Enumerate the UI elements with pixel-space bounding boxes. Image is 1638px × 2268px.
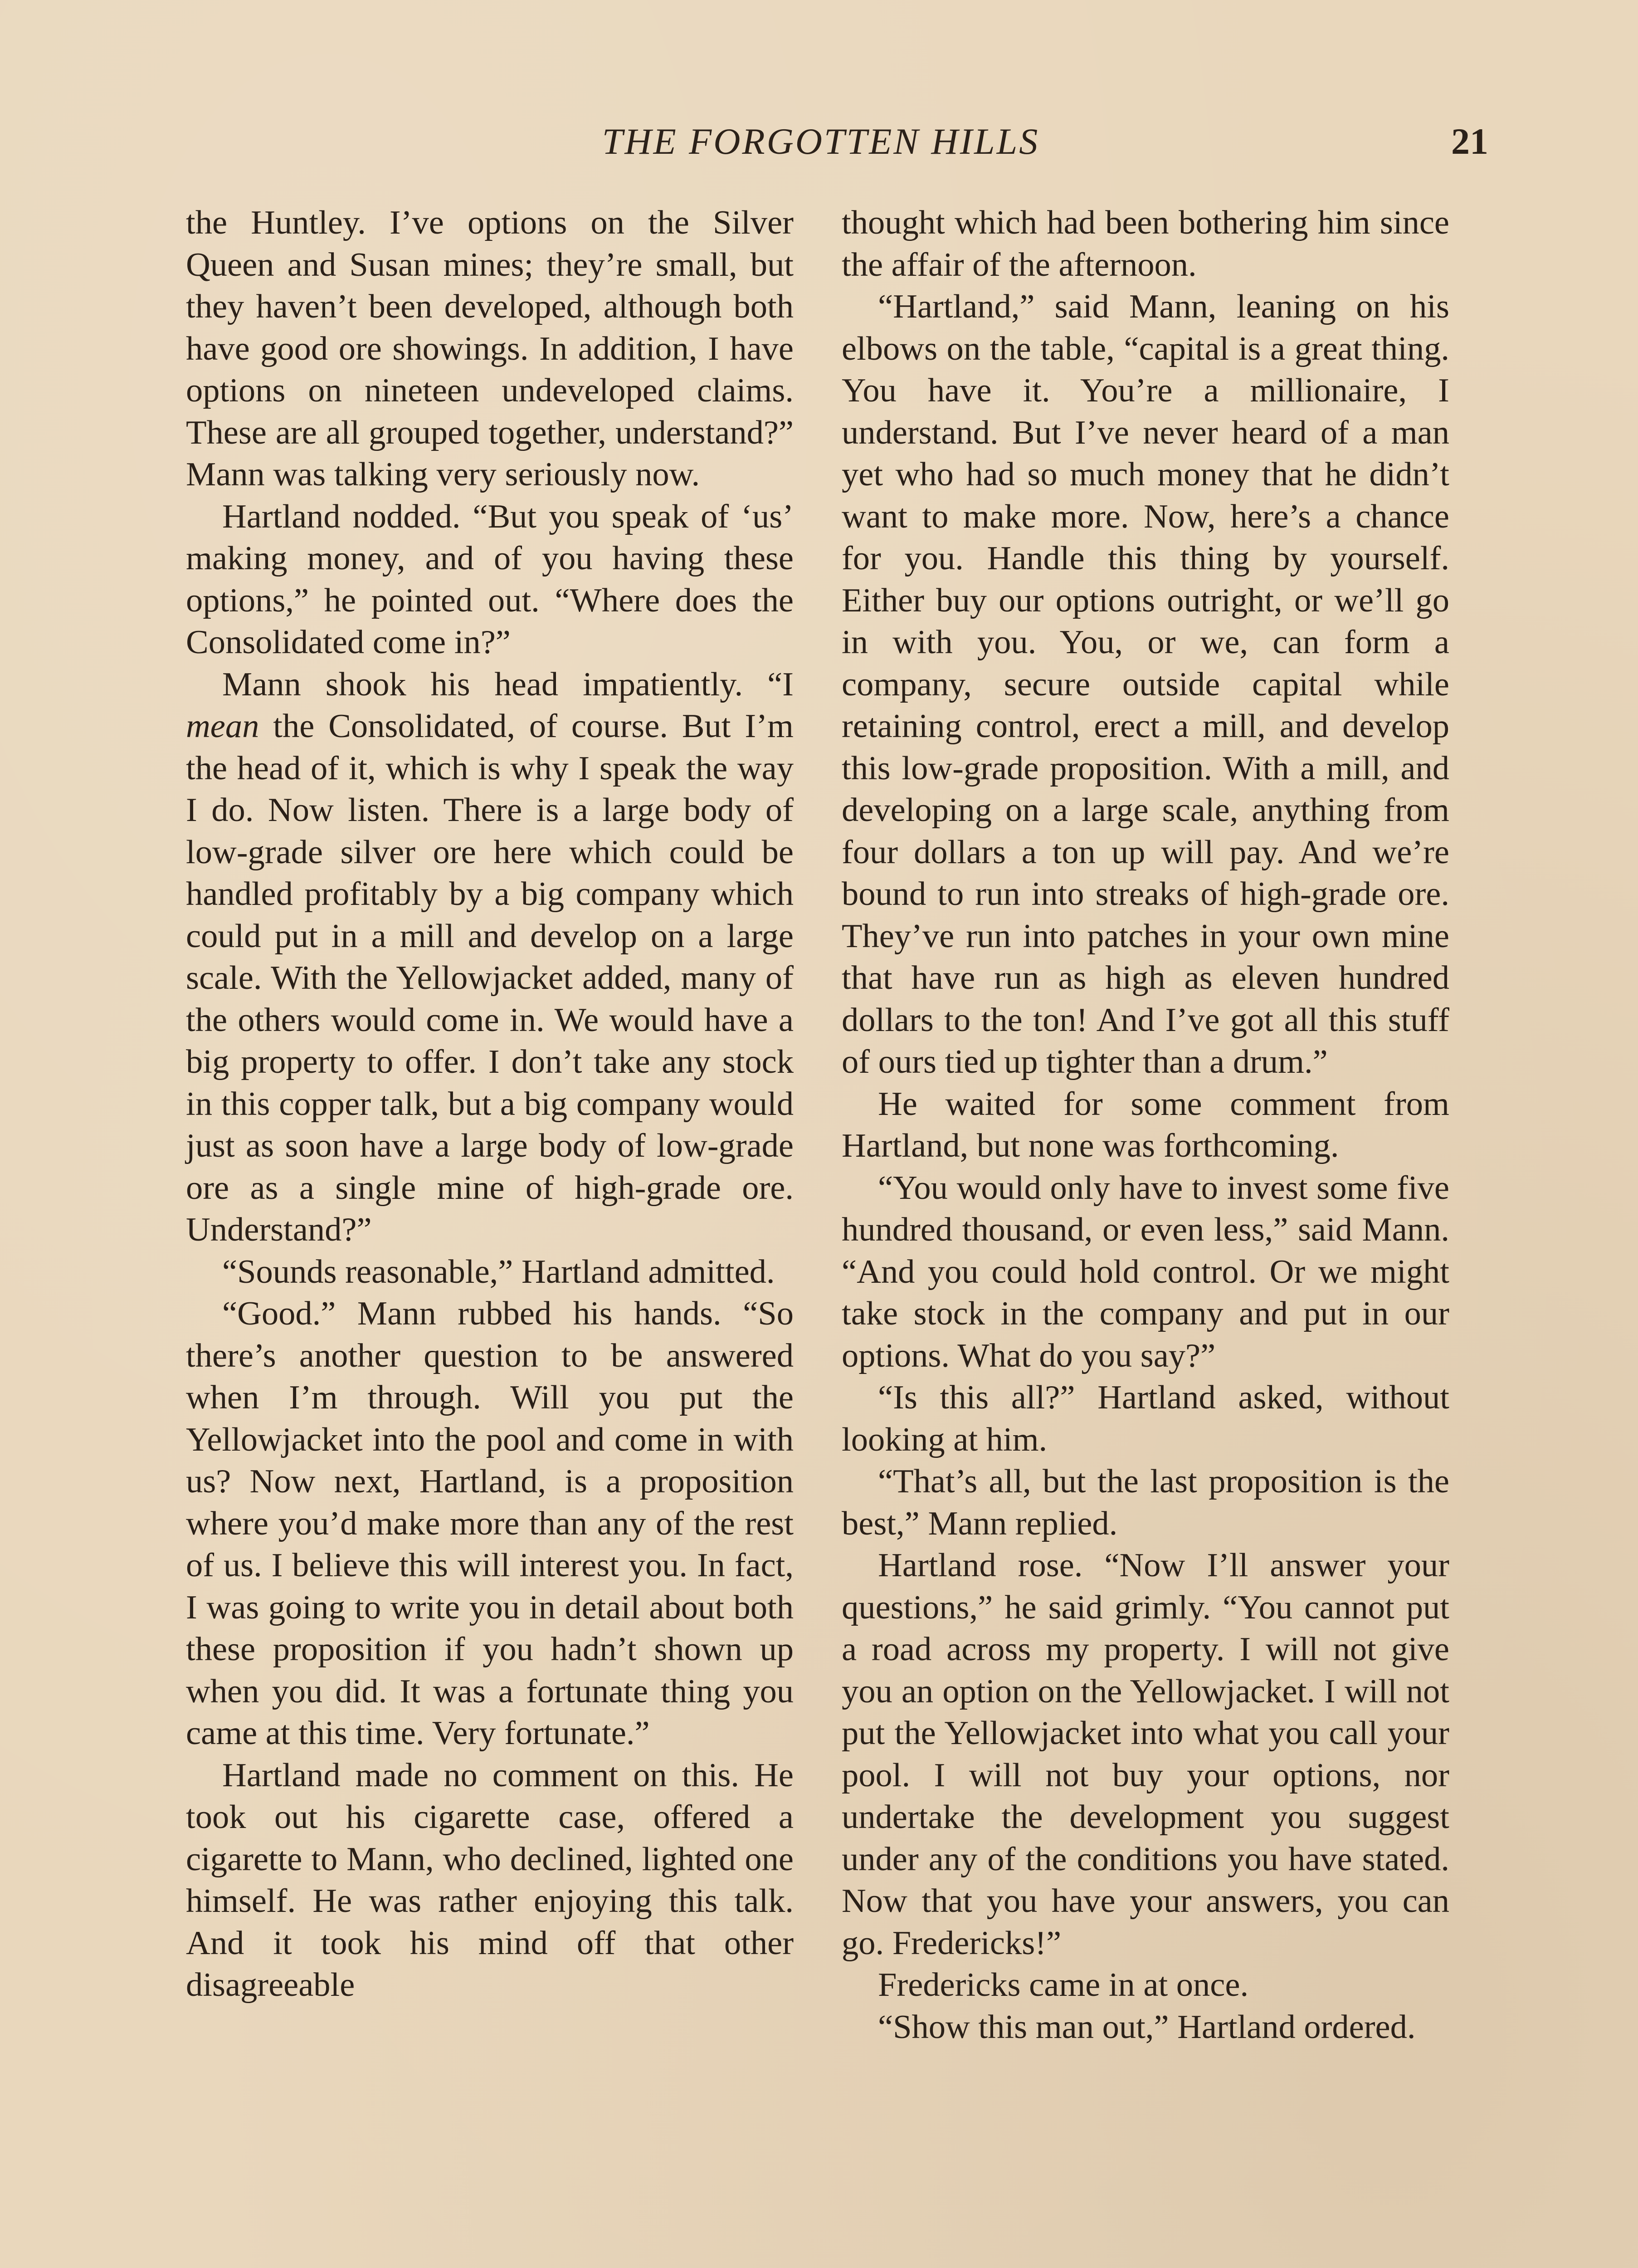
paragraph-text: Mann shook his head impatiently. “I bbox=[222, 665, 794, 703]
paragraph: “Hartland,” said Mann, leaning on his elbows on the table, “capital is a great thing. You have it. You’re a millionaire, I understand. But I’ve never heard of a man yet who had so much money that he didn’t want to make more. Now, here’s a chance for you. Handle this thing by yourself. Either buy our options outright, or we’ll go in with you. You, or we, can form a company, secure outside capital while retaining control, erect a mill, and develop this low-grade proposition. With a mill, and developing on a large scale, anything from four dollars a ton up will pay. And we’re bound to run into streaks of high-grade ore. They’ve run into patches in your own mine that have run as high as eleven hundred dollars to the ton! And I’ve got all this stuff of ours tied up tighter than a drum.” bbox=[842, 288, 1449, 1080]
paragraph bbox=[186, 664, 794, 1251]
paragraph: Hartland rose. “Now I’ll answer your questions,” he said grimly. “You cannot put a road across my property. I will not give you an option on the Yellowjacket. I will not put the Yellowjacket into what you call your pool. I will not buy your options, nor undertake the development you suggest under any of the conditions you have stated. Now that you have your answers, you can go. Fredericks!” bbox=[842, 1547, 1449, 1962]
paragraph: Hartland made no comment on this. He took out his cigarette case, offered a cigarette to Mann, who declined, lighted one himself. He was rather enjoying this talk. And it took his mind off that other disagreeable bbox=[186, 1756, 794, 2004]
paragraph: the Huntley. I’ve options on the Silver Queen and Susan mines; they’re small, but they haven’t been developed, although both have good ore showings. In addition, I have options on nineteen undeveloped claims. These are all grouped together, understand?” Mann was talking very seriously now. bbox=[186, 204, 794, 493]
paragraph: “Show this man out,” Hartland ordered. bbox=[878, 2008, 1416, 2046]
paragraph: Hartland nodded. “But you speak of ‘us’ making money, and of you having these options,” he pointed out. “Where does the Consolidated come in?” bbox=[186, 498, 794, 661]
paragraph-text: the Consolidated, of course. But I’m the head of it, which is why I speak the way I do. Now listen. There is a large body of low-grade silver ore here which could be handled profitably by a big company which could put in a mill and develop on a large scale. With the Yellowjacket added, many of the others would come in. We would have a big property to offer. I don’t take any stock in this copper talk, but a big company would just as soon have a large body of low-grade ore as a single mine of high-grade ore. Understand?” bbox=[186, 708, 794, 1248]
margin-mark bbox=[1510, 141, 1565, 144]
paragraph: thought which had been bothering him since the affair of the afternoon. bbox=[842, 204, 1449, 284]
emphasis-text: mean bbox=[186, 708, 259, 745]
right-column bbox=[842, 202, 1449, 2048]
page-number: 21 bbox=[1451, 121, 1488, 162]
paragraph: “Is this all?” Hartland asked, without looking at him. bbox=[842, 1379, 1449, 1458]
paragraph: “Good.” Mann rubbed his hands. “So there’s another question to be answered when I’m through. Will you put the Yellowjacket into the pool and come in with us? Now next, Hartland, is a proposition where you’d make more than any of the rest of us. I believe this will interest you. In fact, I was going to write you in detail about both these proposition if you hadn’t shown up when you did. It was a fortunate thing you came at this time. Very fortunate.” bbox=[186, 1295, 794, 1752]
left-column bbox=[186, 202, 794, 2006]
paragraph: Fredericks came in at once. bbox=[878, 1966, 1249, 2004]
paragraph: “You would only have to invest some five hundred thousand, or even less,” said Mann. “And you could hold control. Or we might take stock in the company and put in our options. What do you say?” bbox=[842, 1169, 1449, 1374]
paragraph: “Sounds reasonable,” Hartland admitted. bbox=[222, 1253, 775, 1290]
running-head: THE FORGOTTEN HILLS bbox=[602, 121, 1040, 162]
paragraph: He waited for some comment from Hartland, but none was forthcoming. bbox=[842, 1085, 1449, 1164]
paragraph: “That’s all, but the last proposition is the best,” Mann replied. bbox=[842, 1463, 1449, 1542]
